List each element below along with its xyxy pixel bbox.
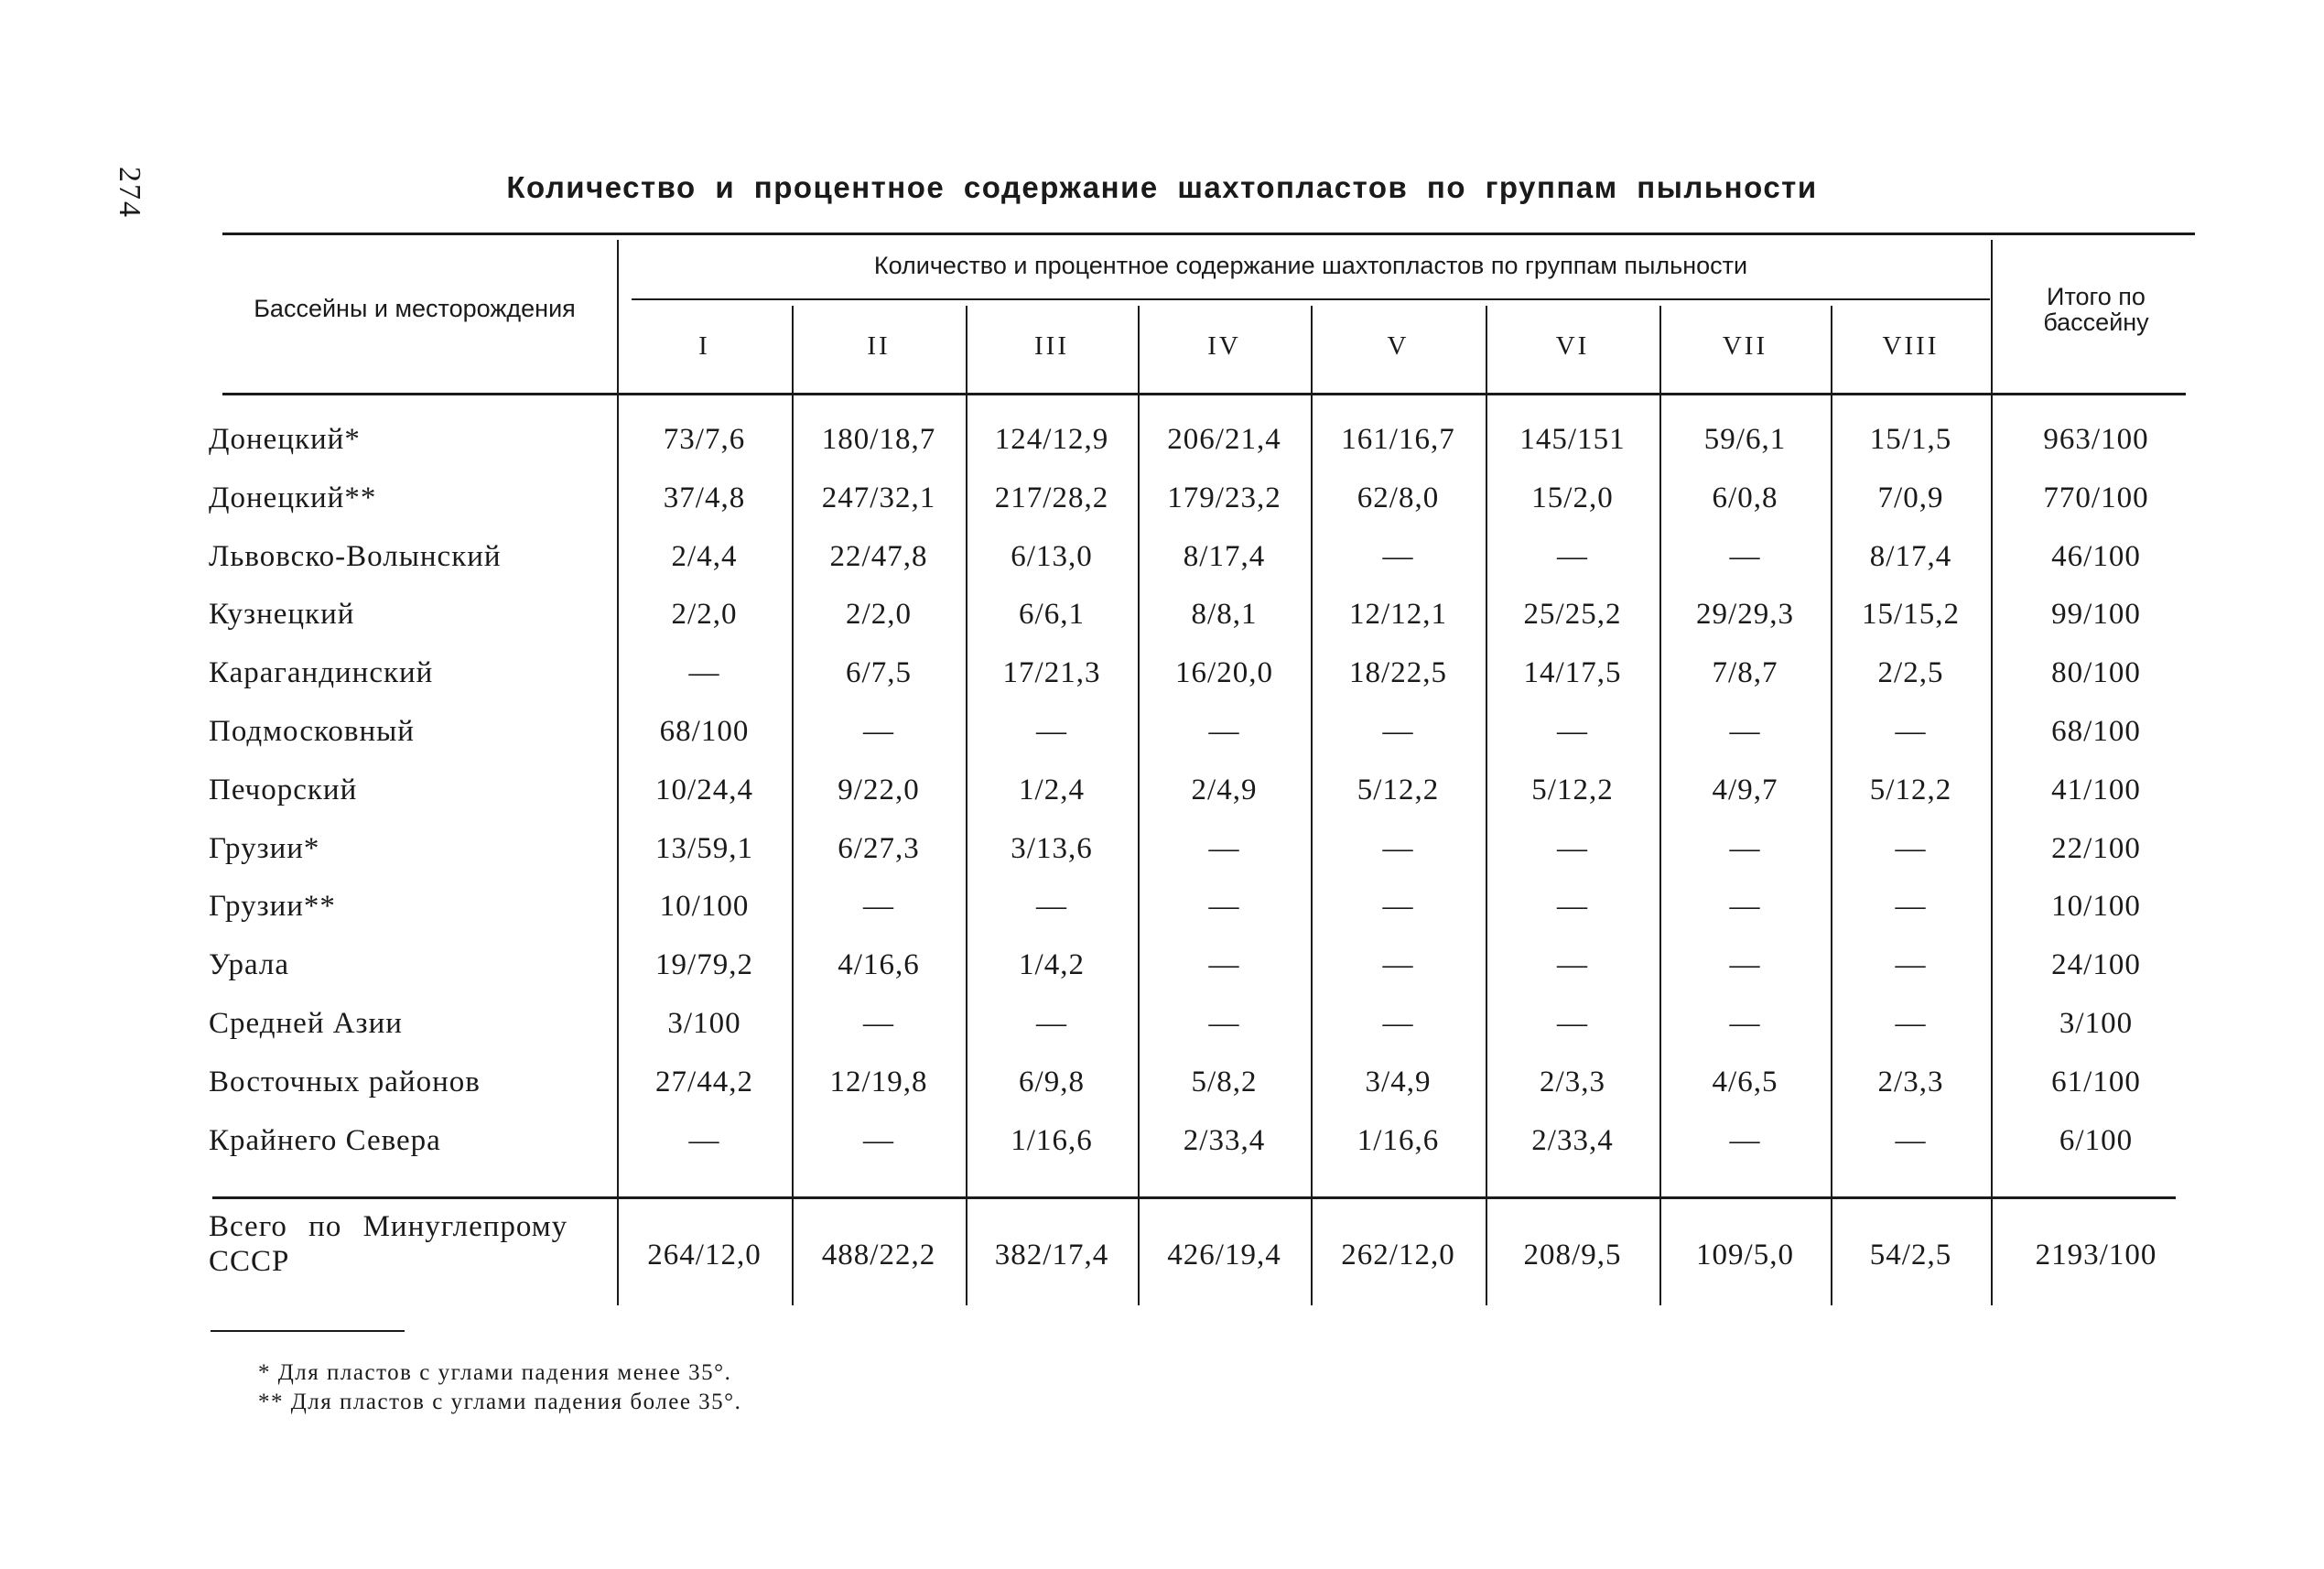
- total-row-name-line1: Всего по Минуглепрому: [209, 1210, 568, 1243]
- row-total: 46/100: [2051, 540, 2141, 573]
- table-cell: —: [1382, 832, 1414, 865]
- table-cell: —: [688, 656, 720, 689]
- table-cell: 5/12,2: [1531, 774, 1614, 806]
- table-cell: —: [1036, 1007, 1067, 1040]
- table-cell: 37/4,8: [663, 482, 746, 514]
- header-group-viii: VIII: [1882, 331, 1940, 361]
- table-cell: —: [1895, 1124, 1927, 1157]
- table-cell: —: [688, 1124, 720, 1157]
- table-cell: 68/100: [659, 715, 750, 748]
- table-cell: 4/9,7: [1712, 774, 1778, 806]
- footnote-separator: [211, 1330, 405, 1332]
- table-cell: 14/17,5: [1523, 656, 1622, 689]
- table-cell: —: [1895, 948, 1927, 981]
- table-cell: 15/2,0: [1531, 482, 1614, 514]
- table-cell: 179/23,2: [1167, 482, 1281, 514]
- page-number: 274: [113, 167, 146, 219]
- table-cell: —: [863, 1124, 894, 1157]
- table-cell: 3/4,9: [1365, 1066, 1432, 1098]
- table-cell: —: [1208, 832, 1240, 865]
- table-cell: 6/7,5: [846, 656, 912, 689]
- total-row-rule: [212, 1196, 2176, 1199]
- row-name: Грузии**: [209, 890, 336, 923]
- table-cell: 9/22,0: [838, 774, 920, 806]
- table-cell: 180/18,7: [821, 423, 936, 456]
- table-cell: —: [1729, 1007, 1761, 1040]
- table-cell: 27/44,2: [655, 1066, 753, 1098]
- table-cell: 15/15,2: [1862, 598, 1960, 631]
- table-cell: —: [1557, 1007, 1588, 1040]
- table-cell: 2/3,3: [1877, 1066, 1944, 1098]
- footnote-double-star: ** Для пластов с углами падения более 35°.: [258, 1390, 742, 1414]
- table-cell: 12/19,8: [829, 1066, 928, 1098]
- header-group-iv: IV: [1207, 331, 1241, 361]
- row-total: 6/100: [2059, 1124, 2134, 1157]
- table-cell: 2/2,0: [846, 598, 912, 631]
- table-cell: 1/4,2: [1019, 948, 1085, 981]
- table-cell: —: [1208, 1007, 1240, 1040]
- header-group-vii: VII: [1722, 331, 1768, 361]
- table-cell: 6/27,3: [838, 832, 920, 865]
- table-cell: 3/13,6: [1011, 832, 1093, 865]
- total-row-grand-total: 2193/100: [2035, 1239, 2157, 1271]
- row-total: 22/100: [2051, 832, 2141, 865]
- table-cell: 6/9,8: [1019, 1066, 1085, 1098]
- table-cell: 145/151: [1519, 423, 1626, 456]
- row-name: Подмосковный: [209, 715, 415, 748]
- table-cell: 2/4,4: [671, 540, 738, 573]
- table-cell: —: [1382, 1007, 1414, 1040]
- table-cell: —: [863, 1007, 894, 1040]
- table-cell: —: [1208, 948, 1240, 981]
- header-group-i: I: [698, 331, 710, 361]
- total-row-cell: 109/5,0: [1696, 1239, 1794, 1271]
- row-name: Восточных районов: [209, 1066, 481, 1098]
- header-bottom-rule: [222, 393, 2186, 395]
- table-cell: 2/2,0: [671, 598, 738, 631]
- table-cell: 217/28,2: [994, 482, 1109, 514]
- header-basin: Бассейны и месторождения: [254, 295, 576, 322]
- total-row-cell: 382/17,4: [994, 1239, 1109, 1271]
- table-cell: 2/2,5: [1877, 656, 1944, 689]
- table-cell: 1/2,4: [1019, 774, 1085, 806]
- header-group-ii: II: [867, 331, 891, 361]
- row-name: Урала: [209, 948, 290, 981]
- table-cell: —: [1729, 715, 1761, 748]
- table-title: Количество и процентное содержание шахтопластов по группам пыльности: [506, 170, 1818, 204]
- table-cell: —: [1729, 540, 1761, 573]
- table-cell: —: [1729, 832, 1761, 865]
- total-row-cell: 262/12,0: [1341, 1239, 1455, 1271]
- table-cell: 6/0,8: [1712, 482, 1778, 514]
- table-cell: 1/16,6: [1357, 1124, 1440, 1157]
- row-name: Львовско-Волынский: [209, 540, 502, 573]
- table-cell: —: [1729, 948, 1761, 981]
- table-cell: —: [1729, 890, 1761, 923]
- table-top-rule: [222, 233, 2195, 235]
- row-total: 24/100: [2051, 948, 2141, 981]
- header-group-iii: III: [1034, 331, 1069, 361]
- total-row-cell: 54/2,5: [1869, 1239, 1952, 1271]
- table-cell: —: [1382, 540, 1414, 573]
- table-cell: 4/16,6: [838, 948, 920, 981]
- table-cell: —: [1382, 715, 1414, 748]
- table-cell: 247/32,1: [821, 482, 936, 514]
- table-cell: 12/12,1: [1349, 598, 1447, 631]
- footnote-single-star: * Для пластов с углами падения менее 35°.: [258, 1360, 732, 1385]
- total-row-name-line2: СССР: [209, 1245, 290, 1278]
- table-cell: 5/12,2: [1869, 774, 1952, 806]
- table-cell: 5/12,2: [1357, 774, 1440, 806]
- row-name: Средней Азии: [209, 1007, 403, 1040]
- row-total: 963/100: [2043, 423, 2149, 456]
- table-cell: 6/13,0: [1011, 540, 1093, 573]
- table-cell: 8/17,4: [1869, 540, 1952, 573]
- table-cell: 17/21,3: [1002, 656, 1101, 689]
- row-total: 80/100: [2051, 656, 2141, 689]
- table-cell: 8/8,1: [1191, 598, 1258, 631]
- table-cell: 161/16,7: [1341, 423, 1455, 456]
- table-cell: —: [1208, 890, 1240, 923]
- table-cell: 6/6,1: [1019, 598, 1085, 631]
- row-name: Карагандинский: [209, 656, 434, 689]
- table-cell: —: [1382, 890, 1414, 923]
- table-cell: —: [1729, 1124, 1761, 1157]
- table-cell: —: [1208, 715, 1240, 748]
- table-cell: 124/12,9: [994, 423, 1109, 456]
- row-total: 61/100: [2051, 1066, 2141, 1098]
- table-cell: —: [1557, 948, 1588, 981]
- table-cell: 5/8,2: [1191, 1066, 1258, 1098]
- header-group-v: V: [1387, 331, 1410, 361]
- total-row-cell: 488/22,2: [821, 1239, 936, 1271]
- row-total: 770/100: [2043, 482, 2149, 514]
- table-cell: 73/7,6: [663, 423, 746, 456]
- header-total: Итого по бассейну: [2043, 283, 2149, 336]
- table-cell: 25/25,2: [1523, 598, 1622, 631]
- table-cell: 10/100: [659, 890, 750, 923]
- total-row-cell: 426/19,4: [1167, 1239, 1281, 1271]
- table-cell: 29/29,3: [1696, 598, 1794, 631]
- table-cell: —: [1895, 832, 1927, 865]
- table-cell: 7/0,9: [1877, 482, 1944, 514]
- table-cell: 206/21,4: [1167, 423, 1281, 456]
- row-name: Кузнецкий: [209, 598, 355, 631]
- table-cell: —: [1557, 540, 1588, 573]
- table-cell: 19/79,2: [655, 948, 753, 981]
- table-cell: 16/20,0: [1175, 656, 1273, 689]
- table-cell: —: [863, 890, 894, 923]
- table-cell: 62/8,0: [1357, 482, 1440, 514]
- table-cell: 2/33,4: [1183, 1124, 1266, 1157]
- table-cell: —: [1895, 1007, 1927, 1040]
- table-cell: 10/24,4: [655, 774, 753, 806]
- table-cell: 3/100: [667, 1007, 741, 1040]
- table-cell: 13/59,1: [655, 832, 753, 865]
- groups-caption-rule: [632, 298, 1990, 300]
- table-cell: —: [1036, 890, 1067, 923]
- row-name: Донецкий*: [209, 423, 361, 456]
- table-cell: 2/3,3: [1540, 1066, 1605, 1098]
- table-cell: 2/33,4: [1531, 1124, 1614, 1157]
- table-cell: 8/17,4: [1183, 540, 1266, 573]
- table-cell: —: [1036, 715, 1067, 748]
- row-total: 68/100: [2051, 715, 2141, 748]
- row-total: 10/100: [2051, 890, 2141, 923]
- table-cell: —: [1895, 715, 1927, 748]
- table-cell: —: [1557, 715, 1588, 748]
- table-cell: —: [1895, 890, 1927, 923]
- table-cell: 1/16,6: [1011, 1124, 1093, 1157]
- header-groups-caption: Количество и процентное содержание шахтопластов по группам пыльности: [873, 252, 1748, 279]
- table-cell: —: [1557, 832, 1588, 865]
- row-total: 3/100: [2059, 1007, 2134, 1040]
- table-cell: 18/22,5: [1349, 656, 1447, 689]
- row-name: Печорский: [209, 774, 358, 806]
- table-cell: 4/6,5: [1712, 1066, 1778, 1098]
- row-name: Донецкий**: [209, 482, 377, 514]
- table-cell: 22/47,8: [829, 540, 928, 573]
- row-name: Грузии*: [209, 832, 320, 865]
- table-cell: 7/8,7: [1712, 656, 1778, 689]
- table-cell: —: [863, 715, 894, 748]
- table-cell: 2/4,9: [1191, 774, 1258, 806]
- table-cell: —: [1557, 890, 1588, 923]
- table-cell: 59/6,1: [1703, 423, 1787, 456]
- table-cell: 15/1,5: [1869, 423, 1952, 456]
- row-total: 99/100: [2051, 598, 2141, 631]
- total-row-cell: 208/9,5: [1523, 1239, 1622, 1271]
- row-total: 41/100: [2051, 774, 2141, 806]
- total-row-cell: 264/12,0: [647, 1239, 762, 1271]
- header-group-vi: VI: [1555, 331, 1590, 361]
- table-cell: —: [1382, 948, 1414, 981]
- row-name: Крайнего Севера: [209, 1124, 441, 1157]
